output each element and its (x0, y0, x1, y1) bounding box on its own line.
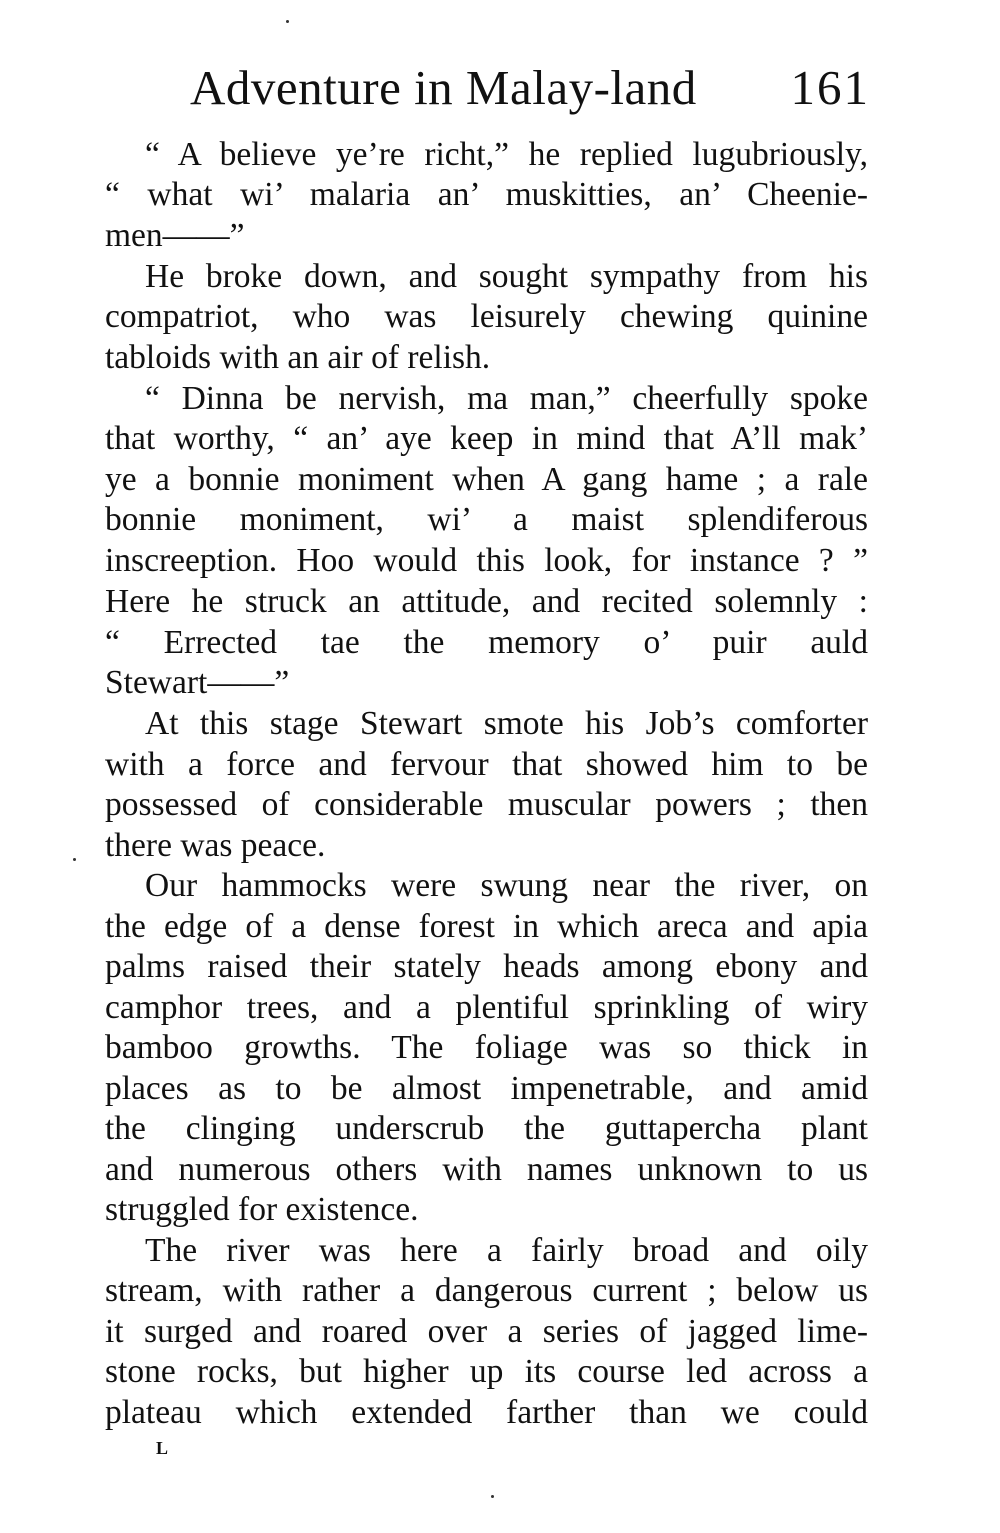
text-line: there was peace. (105, 827, 326, 864)
signature-mark: L (156, 1438, 169, 1458)
text-line: At this stage Stewart smote his Job’s comforter (145, 705, 868, 742)
text-line: that worthy, “ an’ aye keep in mind that A’ll mak’ (105, 420, 868, 457)
text-line: He broke down, and sought sympathy from his (145, 258, 868, 295)
text-line: stone rocks, but higher up its course led across a (105, 1353, 868, 1390)
page-number: 161 (790, 60, 870, 115)
text-line: it surged and roared over a series of jagged lime- (105, 1313, 868, 1350)
text-line: tabloids with an air of relish. (105, 339, 491, 376)
scan-speck (491, 1495, 494, 1498)
text-line: “ what wi’ malaria an’ muskitties, an’ Cheenie- (105, 176, 868, 213)
text-line: Here he struck an attitude, and recited solemnly : (105, 583, 868, 620)
text-line: compatriot, who was leisurely chewing quinine (105, 298, 868, 335)
text-line: bamboo growths. The foliage was so thick in (105, 1029, 868, 1066)
text-line: ye a bonnie moniment when A gang hame ; a rale (105, 461, 868, 498)
text-line: struggled for existence. (105, 1191, 419, 1228)
text-line: possessed of considerable muscular powers ; then (105, 786, 868, 823)
text-line: Stewart——” (105, 664, 290, 701)
text-line: camphor trees, and a plentiful sprinkling of wiry (105, 989, 868, 1026)
text-line: the edge of a dense forest in which areca and apia (105, 908, 868, 945)
text-line: men——” (105, 217, 245, 254)
text-line: The river was here a fairly broad and oily (145, 1232, 868, 1269)
text-line: “ A believe ye’re richt,” he replied lugubriously, (145, 136, 868, 173)
scan-speck (286, 20, 289, 23)
running-head (190, 58, 870, 118)
text-line: palms raised their stately heads among ebony and (105, 948, 868, 985)
text-line: inscreeption. Hoo would this look, for instance ? ” (105, 542, 868, 579)
text-line: with a force and fervour that showed him to be (105, 746, 868, 783)
text-line: Our hammocks were swung near the river, on (145, 867, 868, 904)
text-line: bonnie moniment, wi’ a maist splendiferous (105, 501, 868, 538)
text-line: places as to be almost impenetrable, and amid (105, 1070, 868, 1107)
text-line: plateau which extended farther than we could (105, 1394, 868, 1431)
text-line: “ Dinna be nervish, ma man,” cheerfully spoke (145, 380, 868, 417)
text-line: the clinging underscrub the guttapercha plant (105, 1110, 868, 1147)
text-line: stream, with rather a dangerous current ; below us (105, 1272, 868, 1309)
text-line: “ Errected tae the memory o’ puir auld (105, 624, 868, 661)
scan-speck (73, 858, 76, 861)
text-line: and numerous others with names unknown to us (105, 1151, 868, 1188)
running-title: Adventure in Malay-land (190, 60, 697, 115)
